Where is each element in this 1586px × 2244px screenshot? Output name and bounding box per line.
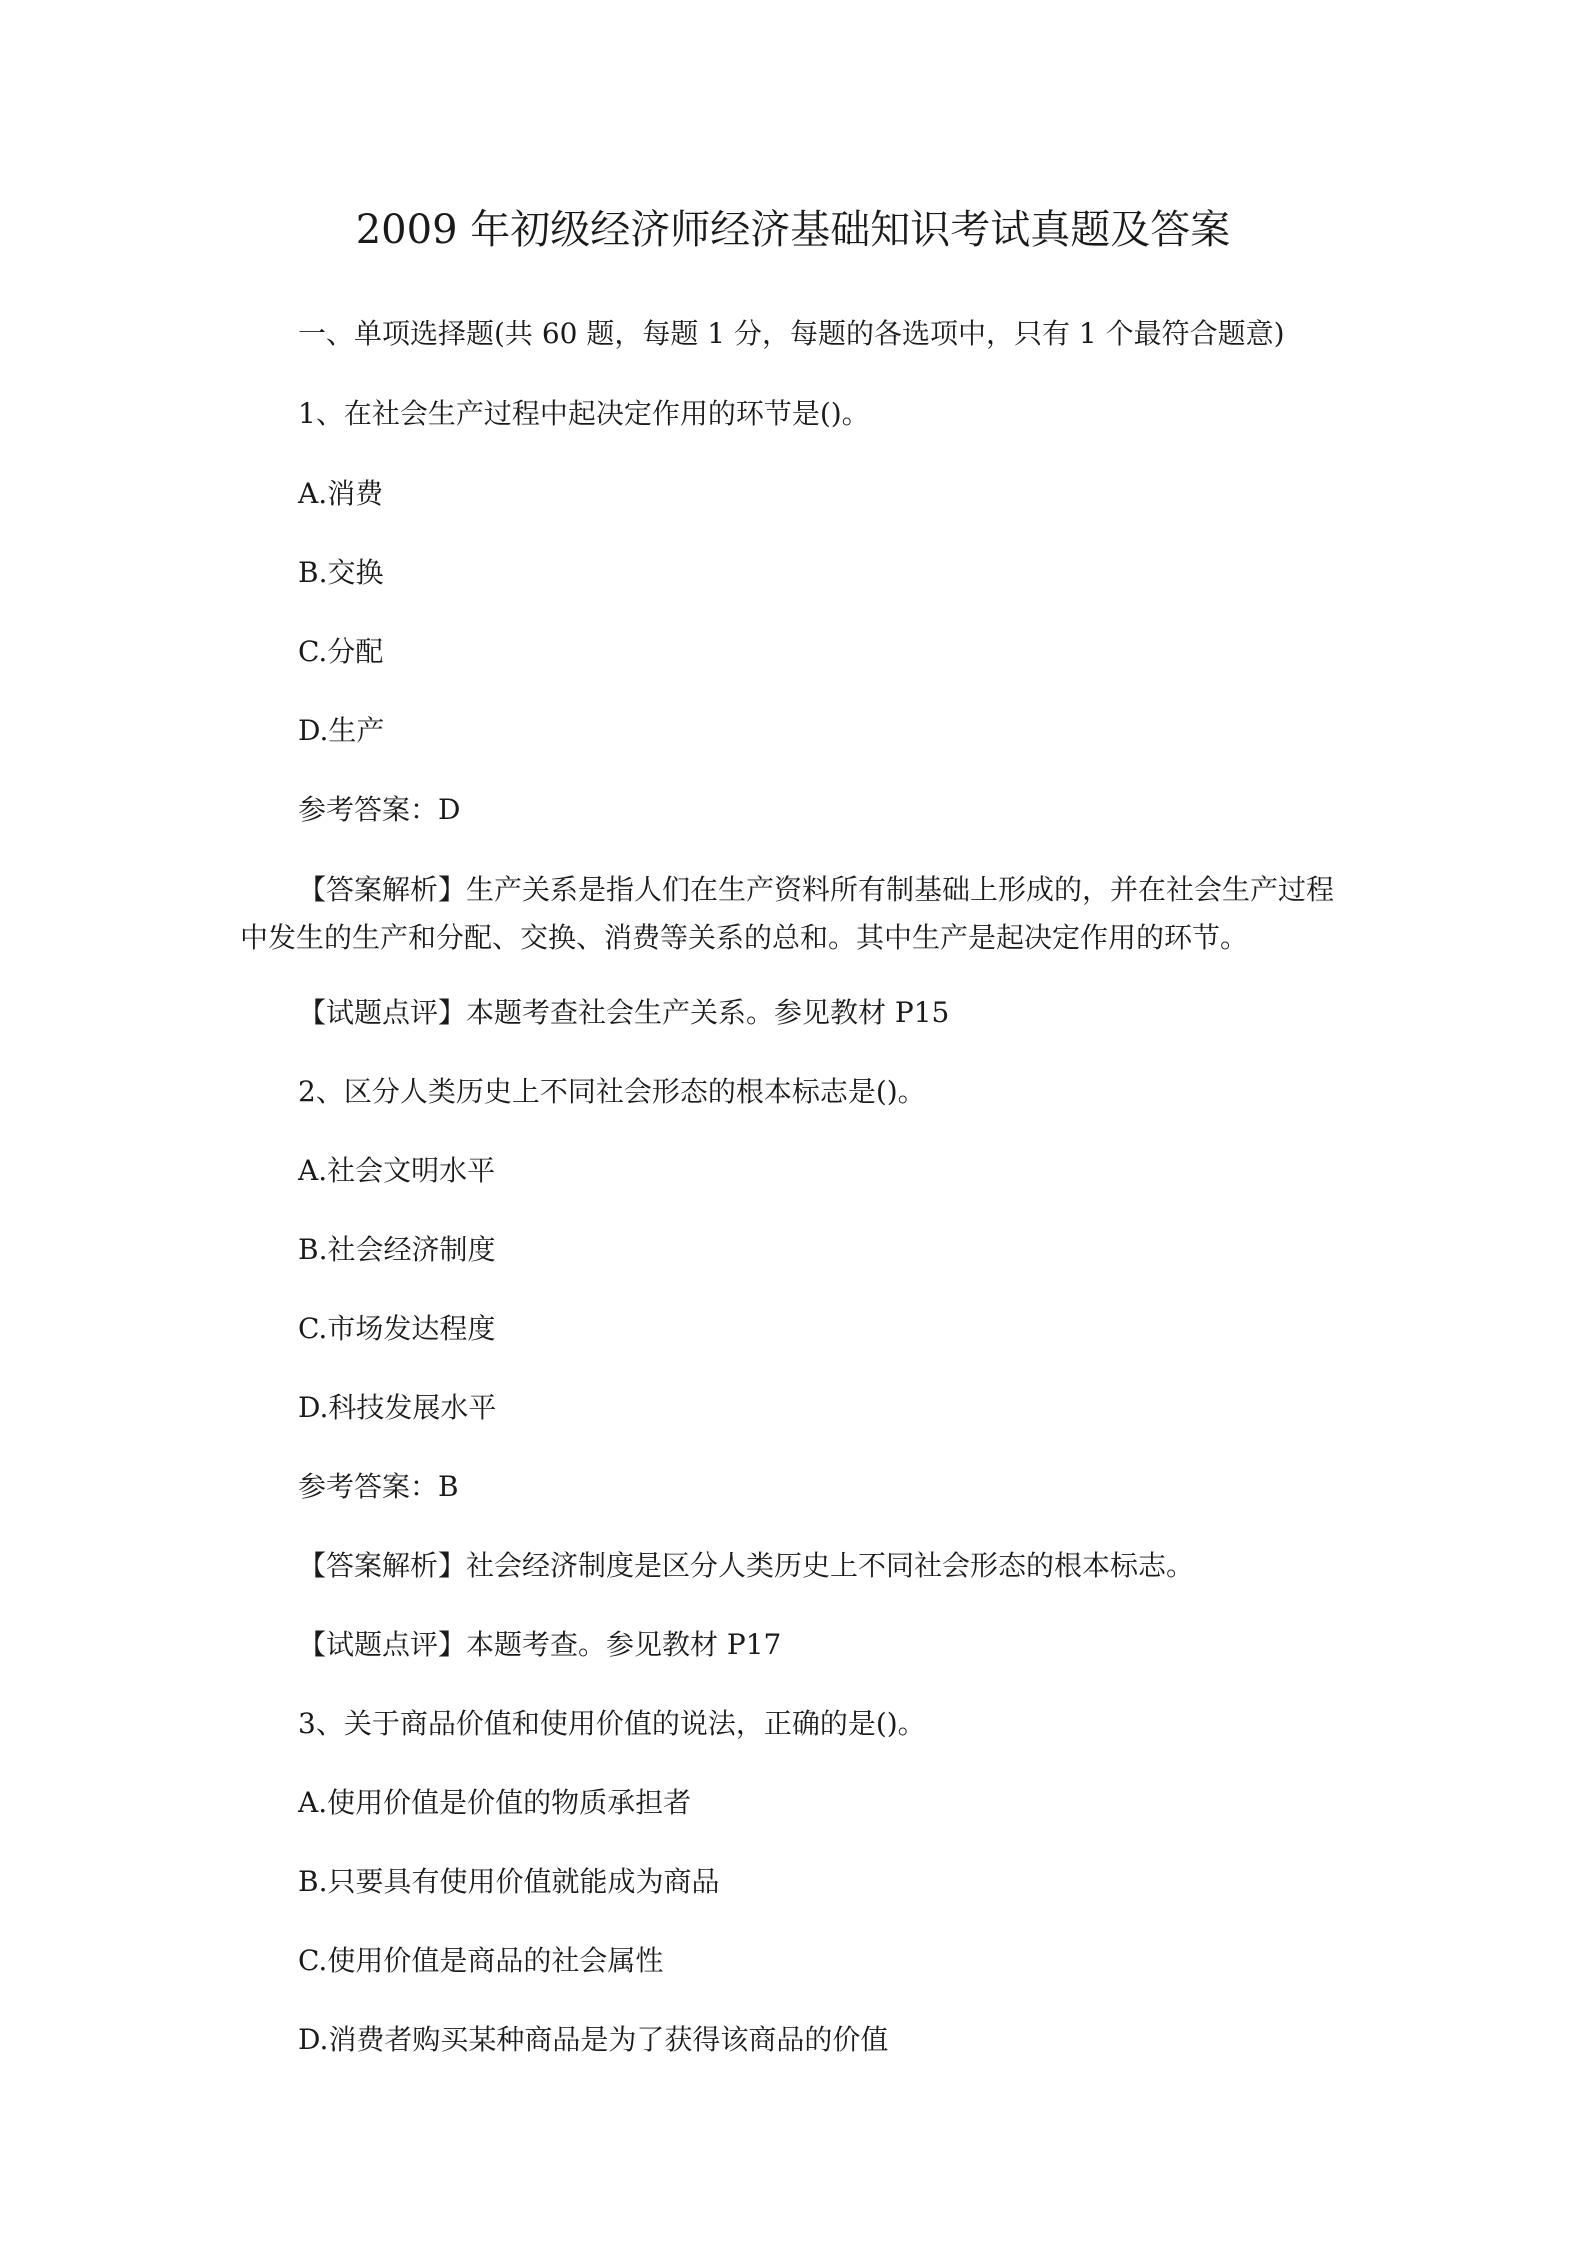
question-1-analysis: 【答案解析】生产关系是指人们在生产资料所有制基础上形成的，并在社会生产过程中发生的生产和分配、交换、消费等关系的总和。其中生产是起决定作用的环节。 xyxy=(240,873,1335,954)
document-title: 2009 年初级经济师经济基础知识考试真题及答案 xyxy=(355,207,1231,253)
question-2-analysis: 【答案解析】社会经济制度是区分人类历史上不同社会形态的根本标志。 xyxy=(298,1549,1195,1582)
question-2-answer: 参考答案：B xyxy=(298,1470,459,1503)
question-1-answer: 参考答案：D xyxy=(298,793,461,826)
question-3-stem: 3、关于商品价值和使用价值的说法，正确的是()。 xyxy=(298,1707,926,1740)
question-2-option-b: B.社会经济制度 xyxy=(298,1233,496,1266)
question-3-option-b: B.只要具有使用价值就能成为商品 xyxy=(298,1865,720,1898)
question-1-option-c: C.分配 xyxy=(298,635,384,668)
question-1-option-a: A.消费 xyxy=(298,477,384,510)
question-2-stem: 2、区分人类历史上不同社会形态的根本标志是()。 xyxy=(298,1075,926,1108)
question-1-stem: 1、在社会生产过程中起决定作用的环节是()。 xyxy=(298,397,870,430)
question-2-comment: 【试题点评】本题考查。参见教材 P17 xyxy=(298,1628,782,1661)
question-3-option-c: C.使用价值是商品的社会属性 xyxy=(298,1944,664,1977)
question-2-option-a: A.社会文明水平 xyxy=(298,1154,496,1187)
question-1-option-b: B.交换 xyxy=(298,556,384,589)
question-3-option-a: A.使用价值是价值的物质承担者 xyxy=(298,1786,692,1819)
question-2-option-d: D.科技发展水平 xyxy=(298,1391,497,1424)
section-heading: 一、单项选择题(共 60 题，每题 1 分，每题的各选项中，只有 1 个最符合题意) xyxy=(298,317,1285,350)
question-1-comment: 【试题点评】本题考查社会生产关系。参见教材 P15 xyxy=(298,996,950,1029)
question-1-option-d: D.生产 xyxy=(298,714,385,747)
question-2-option-c: C.市场发达程度 xyxy=(298,1312,496,1345)
question-3-option-d: D.消费者购买某种商品是为了获得该商品的价值 xyxy=(298,2023,889,2056)
